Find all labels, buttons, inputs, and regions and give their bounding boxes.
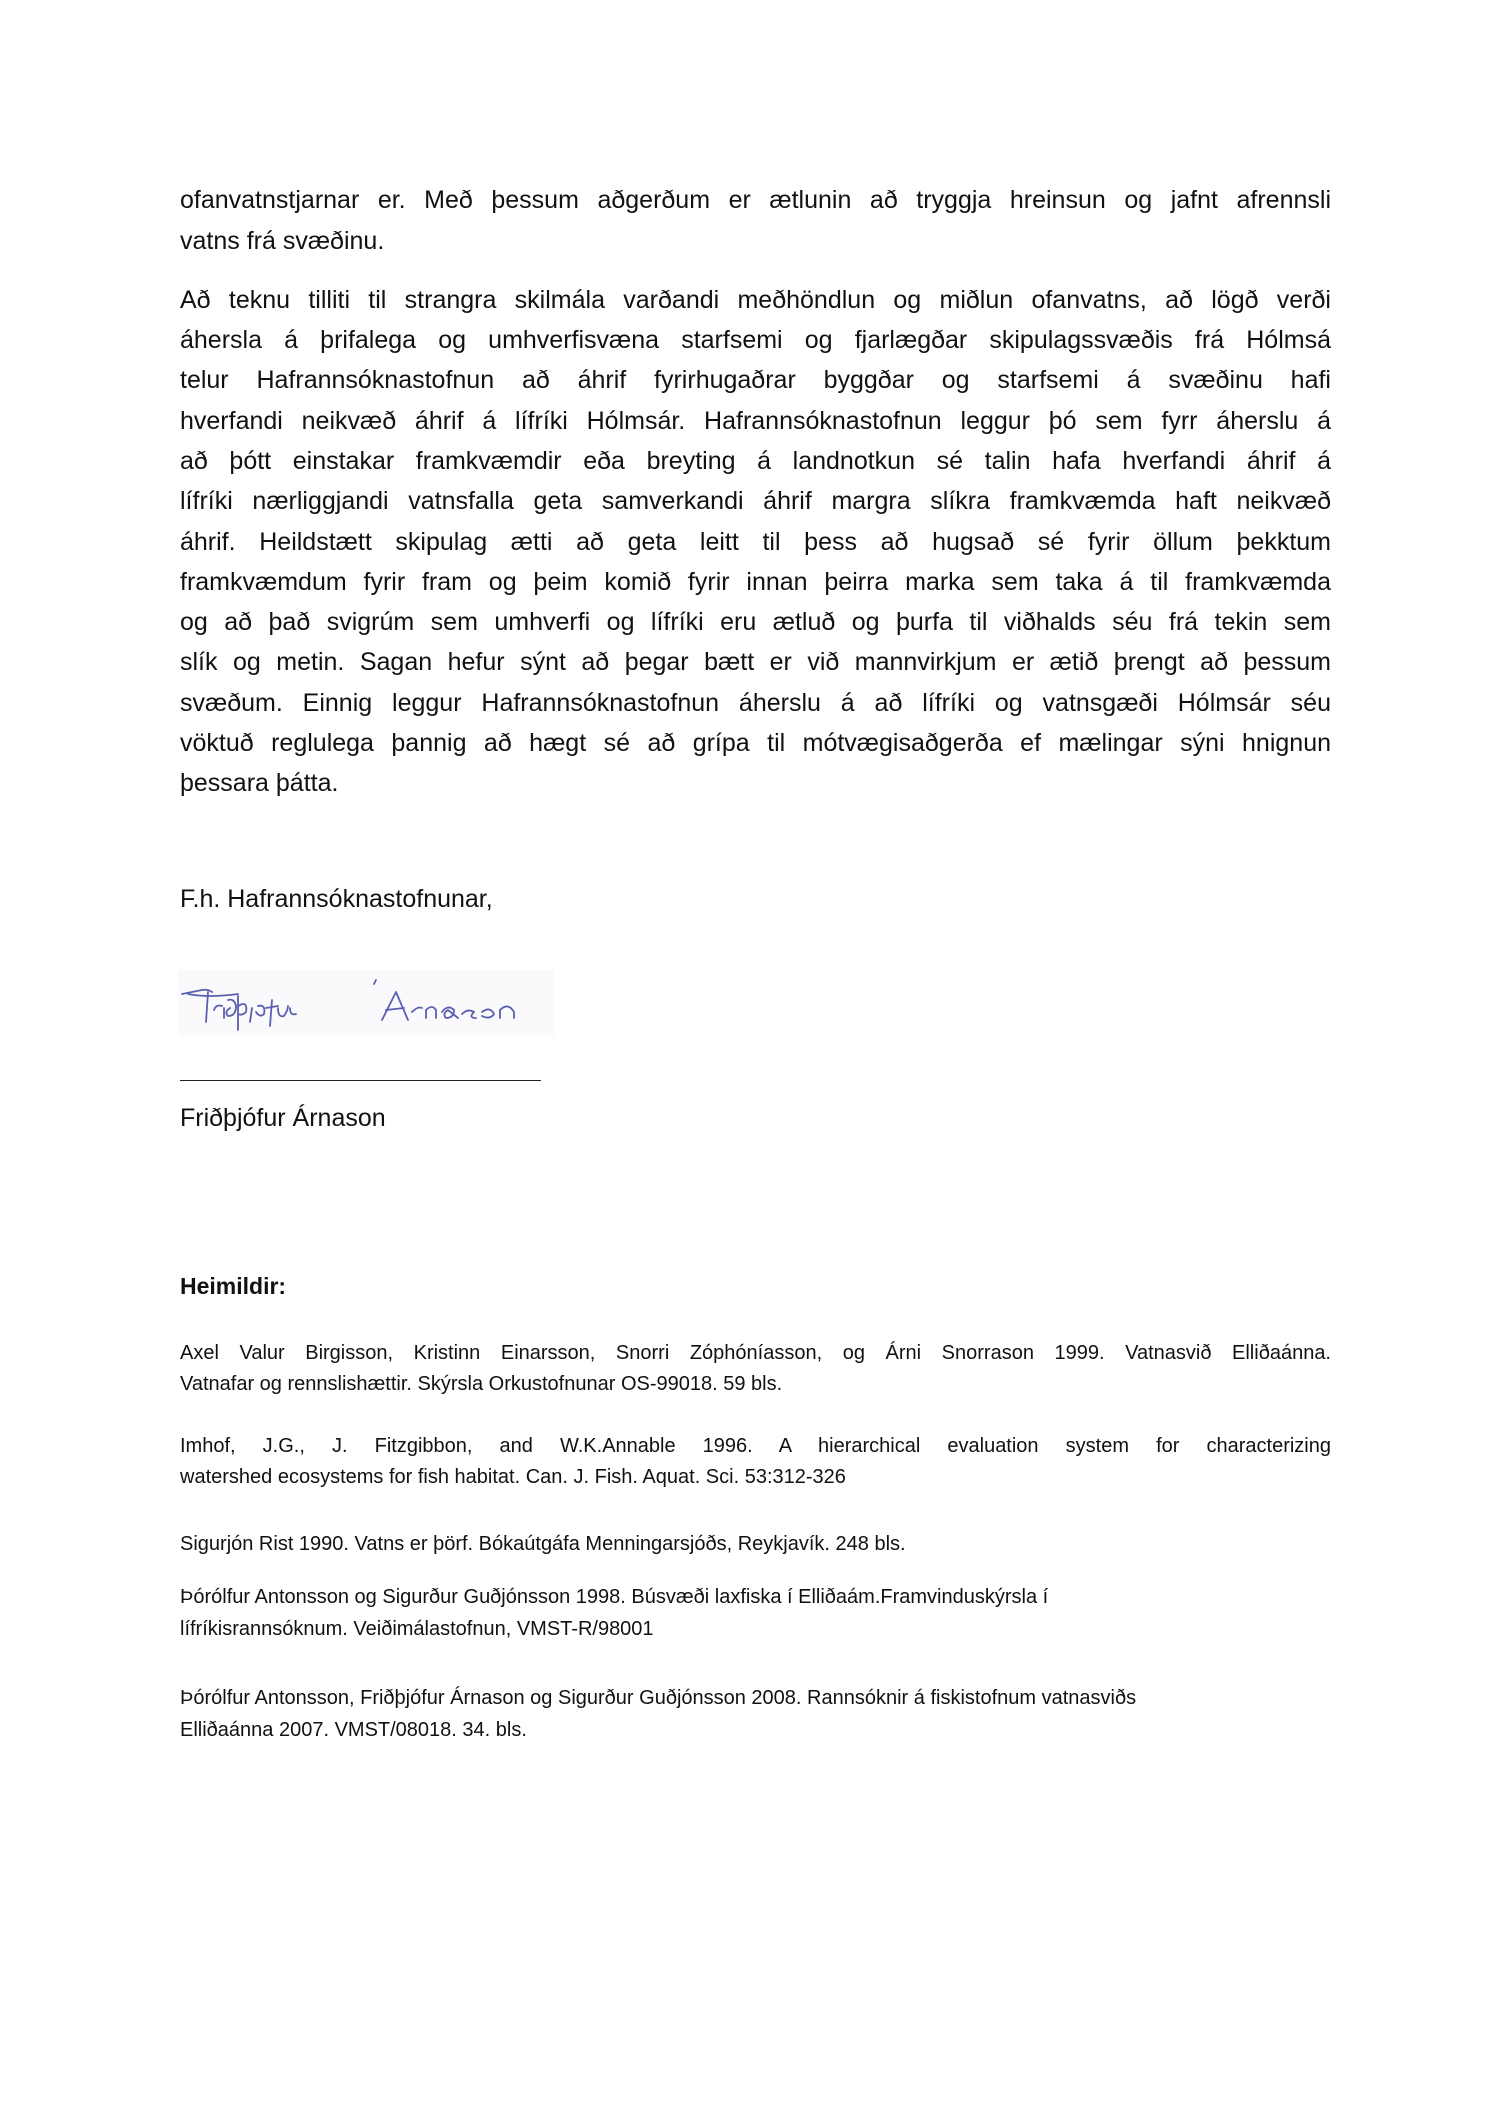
body-line: áhersla á þrifalega og umhverfisvæna starfsemi og fjarlægðar skipulagssvæðis frá Hólmsá [180,326,1331,354]
references-heading: Heimildir: [180,1273,287,1299]
reference-line: Þórólfur Antonsson og Sigurður Guðjónsson 1998. Búsvæði laxfiska í Elliðaám.Framvinduskýrsla í [180,1586,1049,1608]
salutation: F.h. Hafrannsóknastofnunar, [180,885,493,913]
body-line: svæðum. Einnig leggur Hafrannsóknastofnun áherslu á að lífríki og vatnsgæði Hólmsár séu [180,689,1331,717]
body-line: þessara þátta. [180,769,339,797]
body-line: hverfandi neikvæð áhrif á lífríki Hólmsár. Hafrannsóknastofnun leggur þó sem fyrr áherslu á [180,407,1331,435]
body-line: Að teknu tilliti til strangra skilmála varðandi meðhöndlun og miðlun ofanvatns, að lögð verði [180,286,1331,314]
reference-line: Þórólfur Antonsson, Friðþjófur Árnason og Sigurður Guðjónsson 2008. Rannsóknir á fiskistofnum vatnasviðs [180,1687,1137,1709]
body-line: framkvæmdum fyrir fram og þeim komið fyrir innan þeirra marka sem taka á til framkvæmda [180,568,1331,596]
body-line: vöktuð reglulega þannig að hægt sé að grípa til mótvægisaðgerða ef mælingar sýni hnignun [180,729,1331,757]
reference-line: Elliðaánna 2007. VMST/08018. 34. bls. [180,1719,527,1741]
body-line: slík og metin. Sagan hefur sýnt að þegar bætt er við mannvirkjum er ætið þrengt að þessum [180,648,1331,676]
signer-name: Friðþjófur Árnason [180,1104,386,1132]
signature-line [180,1080,541,1081]
body-line: og að það svigrúm sem umhverfi og lífríki eru ætluð og þurfa til viðhalds séu frá tekin sem [180,608,1331,636]
signature-image [178,970,554,1036]
reference-line: Vatnafar og rennslishættir. Skýrsla Orkustofnunar OS-99018. 59 bls. [180,1373,783,1395]
body-line: vatns frá svæðinu. [180,227,385,255]
body-line: ofanvatnstjarnar er. Með þessum aðgerðum er ætlunin að tryggja hreinsun og jafnt afrennsli [180,186,1331,214]
reference-line: Imhof, J.G., J. Fitzgibbon, and W.K.Annable 1996. A hierarchical evaluation system for characterizing [180,1435,1331,1457]
reference-line: lífríkisrannsóknum. Veiðimálastofnun, VMST-R/98001 [180,1618,654,1640]
body-line: telur Hafrannsóknastofnun að áhrif fyrirhugaðrar byggðar og starfsemi á svæðinu hafi [180,366,1331,394]
body-line: lífríki nærliggjandi vatnsfalla geta samverkandi áhrif margra slíkra framkvæmda haft neikvæð [180,487,1331,515]
reference-line: Axel Valur Birgisson, Kristinn Einarsson, Snorri Zóphóníasson, og Árni Snorrason 1999. Vatnasvið Elliðaánna. [180,1342,1331,1364]
body-line: áhrif. Heildstætt skipulag ætti að geta leitt til þess að hugsað sé fyrir öllum þekktum [180,528,1331,556]
reference-line: watershed ecosystems for fish habitat. Can. J. Fish. Aquat. Sci. 53:312-326 [180,1466,846,1488]
reference-line: Sigurjón Rist 1990. Vatns er þörf. Bókaútgáfa Menningarsjóðs, Reykjavík. 248 bls. [180,1533,906,1555]
body-line: að þótt einstakar framkvæmdir eða breyting á landnotkun sé talin hafa hverfandi áhrif á [180,447,1331,475]
